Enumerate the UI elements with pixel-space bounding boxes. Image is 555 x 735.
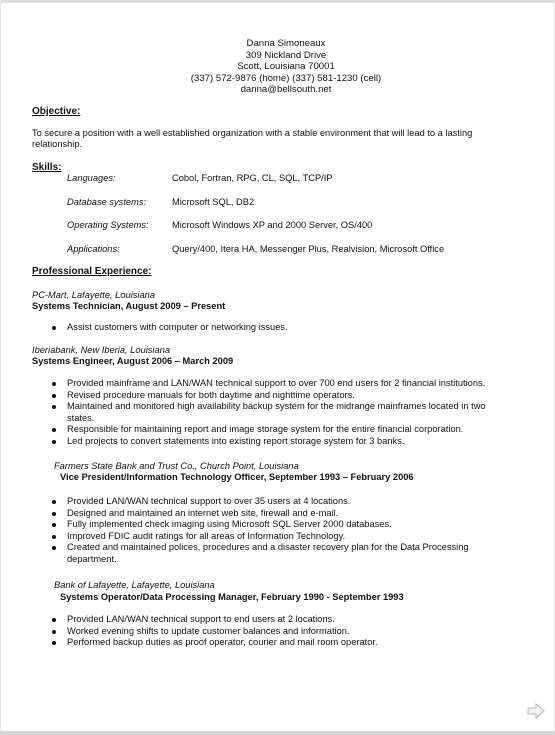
- company-name: Iberiabank, New Iberia, Louisiana: [32, 345, 170, 355]
- list-item: Created and maintained polices, procedures and a disaster recovery plan for the Data Processing department.: [49, 542, 513, 565]
- job-duties: [49, 322, 509, 334]
- phone-numbers: (337) 572-9876 (home) (337) 581-1230 (cell): [190, 72, 382, 84]
- company-name: PC-Mart, Lafayette, Louisiana: [32, 290, 155, 300]
- street-address: 309 Nickland Drive: [245, 49, 327, 61]
- list-item: Assist customers with computer or networking issues.: [49, 322, 509, 334]
- list-item: Improved FDIC audit ratings for all areas of Information Technology.: [49, 531, 513, 543]
- list-item: Fully implemented check imaging using Microsoft SQL Server 2000 databases.: [49, 519, 513, 531]
- city-state-zip: Scott, Louisiana 70001: [237, 61, 335, 73]
- skill-value: Cobol, Fortran, RPG, CL, SQL, TCP/IP: [172, 173, 333, 183]
- list-item: Designed and maintained an internet web site, firewall and e-mail.: [49, 508, 513, 520]
- skill-label: Languages:: [67, 173, 116, 183]
- job-title: Systems Engineer, August 2006 – March 2009: [32, 356, 234, 366]
- job-duties: [49, 614, 513, 649]
- email-address: danna@bellsouth.net: [240, 84, 332, 96]
- skill-value: Microsoft SQL, DB2: [172, 197, 255, 207]
- top-border: [0, 0, 555, 3]
- list-item: Responsible for maintaining report and image storage system for the entire financial corporation.: [49, 424, 513, 436]
- next-page-arrow-icon[interactable]: [526, 702, 546, 720]
- job-duties: [49, 496, 513, 566]
- skills-heading: Skills:: [32, 162, 62, 173]
- job-title: Systems Technician, August 2009 – Present: [32, 301, 226, 311]
- list-item: Provided LAN/WAN technical support to end users at 2 locations.: [49, 614, 513, 626]
- list-item: Provided LAN/WAN technical support to over 35 users at 4 locations.: [49, 496, 513, 508]
- list-item: Maintained and monitored high availability backup system for the midrange mainframes located in two states.: [49, 401, 513, 424]
- skill-value: Query/400, Itera HA, Messenger Plus, Realvision, Microsoft Office: [172, 244, 445, 254]
- list-item: Provided mainframe and LAN/WAN technical support to over 700 end users for 2 financial institutions.: [49, 378, 513, 390]
- skill-label: Database systems:: [67, 197, 147, 207]
- objective-text: To secure a position with a well established organization with a stable environment that will lead to a lasting relationship.: [32, 128, 473, 150]
- resume-header: [0, 38, 555, 96]
- objective-heading: Objective:: [32, 106, 81, 117]
- applicant-name: Danna Simoneaux: [246, 38, 326, 49]
- list-item: Worked evening shifts to update customer balances and information.: [49, 626, 513, 638]
- bottom-border: [0, 731, 555, 735]
- list-item: Performed backup duties as proof operator, courier and mail room operator.: [49, 637, 513, 649]
- company-name: Farmers State Bank and Trust Co., Church Point, Louisiana: [54, 461, 299, 471]
- skill-label: Applications:: [67, 244, 120, 254]
- job-title: Systems Operator/Data Processing Manager, February 1990 - September 1993: [60, 592, 404, 602]
- skill-value: Microsoft Windows XP and 2000 Server, OS/400: [172, 220, 373, 230]
- company-name: Bank of Lafayette, Lafayette, Louisiana: [54, 580, 215, 590]
- left-border: [0, 0, 1, 735]
- skill-label: Operating Systems:: [67, 220, 149, 230]
- job-duties: [49, 378, 513, 448]
- job-title: Vice President/Information Technology Officer, September 1993 – February 2006: [60, 472, 414, 482]
- list-item: Led projects to convert statements into existing report storage system for 3 banks.: [49, 436, 513, 448]
- experience-heading: Professional Experience:: [32, 266, 152, 277]
- list-item: Revised procedure manuals for both daytime and nighttime operators.: [49, 390, 513, 402]
